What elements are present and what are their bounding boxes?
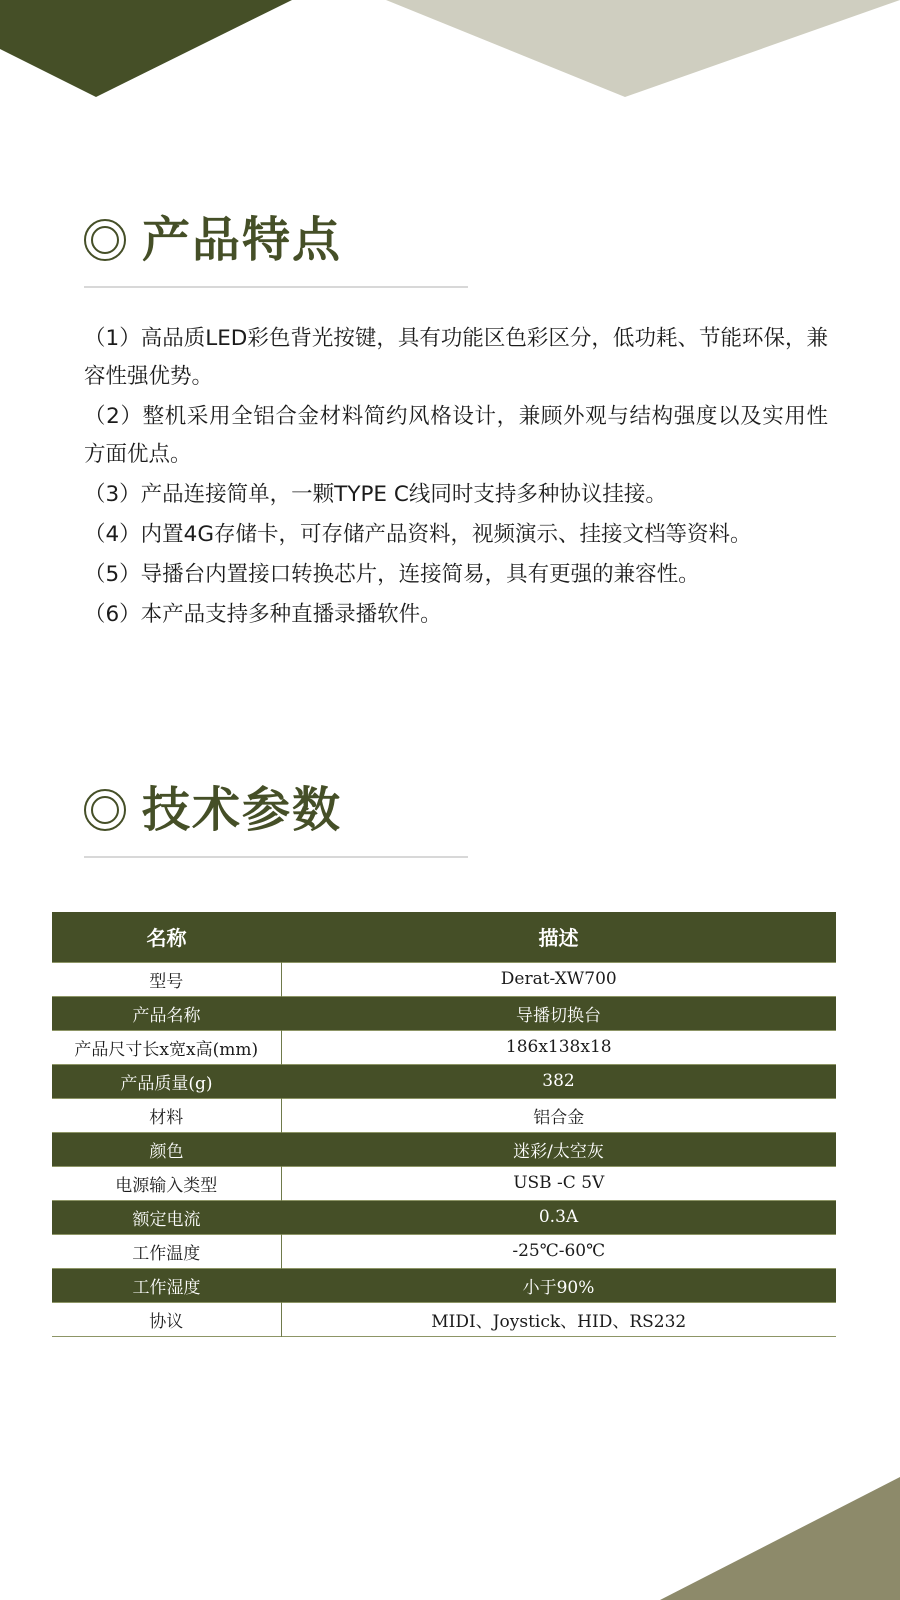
table-row bbox=[52, 1166, 836, 1200]
spec-value: 迷彩/太空灰 bbox=[281, 1132, 836, 1166]
table-row bbox=[52, 1030, 836, 1064]
bottom-right-triangle-shape bbox=[660, 1477, 900, 1600]
spec-name: 额定电流 bbox=[52, 1200, 281, 1234]
section-heading-product-features bbox=[0, 208, 900, 272]
top-left-chevron-shape bbox=[0, 0, 292, 97]
feature-item: （6）本产品支持多种直播录播软件。 bbox=[84, 602, 442, 627]
page-title-tech-specs: 技术参数 bbox=[142, 782, 343, 838]
heading-divider bbox=[84, 856, 468, 858]
spec-name: 协议 bbox=[52, 1302, 281, 1336]
double-ring-icon bbox=[84, 219, 126, 261]
spec-value: 186x138x18 bbox=[281, 1030, 836, 1064]
top-right-chevron-shape bbox=[386, 0, 900, 97]
table-row bbox=[52, 1132, 836, 1166]
spec-name: 材料 bbox=[52, 1098, 281, 1132]
spec-value: -25℃-60℃ bbox=[281, 1234, 836, 1268]
spec-value: 铝合金 bbox=[281, 1098, 836, 1132]
spec-name: 型号 bbox=[52, 962, 281, 996]
double-ring-icon bbox=[84, 789, 126, 831]
spec-name: 工作湿度 bbox=[52, 1268, 281, 1302]
spec-value: 382 bbox=[281, 1064, 836, 1098]
column-header-name: 名称 bbox=[52, 912, 281, 962]
spec-value: MIDI、Joystick、HID、RS232 bbox=[281, 1302, 836, 1336]
spec-name: 产品名称 bbox=[52, 996, 281, 1030]
heading-divider bbox=[84, 286, 468, 288]
spec-value: Derat-XW700 bbox=[281, 962, 836, 996]
table-row bbox=[52, 1200, 836, 1234]
feature-item: （5）导播台内置接口转换芯片，连接简易，具有更强的兼容性。 bbox=[84, 562, 700, 587]
feature-item: （2）整机采用全铝合金材料简约风格设计，兼顾外观与结构强度以及实用性方面优点。 bbox=[84, 404, 828, 467]
page-title-product-features: 产品特点 bbox=[142, 212, 343, 268]
spec-table-body bbox=[52, 962, 836, 1336]
feature-item: （3）产品连接简单，一颗TYPE C线同时支持多种协议挂接。 bbox=[84, 482, 667, 507]
table-row bbox=[52, 962, 836, 996]
table-row bbox=[52, 1268, 836, 1302]
spec-name: 电源输入类型 bbox=[52, 1166, 281, 1200]
table-row bbox=[52, 1302, 836, 1336]
spec-table bbox=[52, 912, 836, 1337]
spec-name: 颜色 bbox=[52, 1132, 281, 1166]
spec-value: USB -C 5V bbox=[281, 1166, 836, 1200]
spec-value: 0.3A bbox=[281, 1200, 836, 1234]
spec-name: 产品尺寸长x宽x高(mm) bbox=[52, 1030, 281, 1064]
feature-list bbox=[0, 320, 900, 634]
feature-item: （1）高品质LED彩色背光按键，具有功能区色彩区分，低功耗、节能环保，兼容性强优势。 bbox=[84, 326, 828, 389]
section-heading-tech-specs bbox=[0, 778, 900, 842]
table-header-row bbox=[52, 912, 836, 962]
spec-name: 工作温度 bbox=[52, 1234, 281, 1268]
table-row bbox=[52, 1098, 836, 1132]
spec-name: 产品质量(g) bbox=[52, 1064, 281, 1098]
table-row bbox=[52, 1234, 836, 1268]
spec-value: 导播切换台 bbox=[281, 996, 836, 1030]
table-row bbox=[52, 1064, 836, 1098]
product-features-section bbox=[0, 208, 900, 636]
table-row bbox=[52, 996, 836, 1030]
feature-item: （4）内置4G存储卡，可存储产品资料，视频演示、挂接文档等资料。 bbox=[84, 522, 752, 547]
column-header-description: 描述 bbox=[281, 912, 836, 962]
tech-spec-section bbox=[0, 778, 900, 858]
spec-value: 小于90% bbox=[281, 1268, 836, 1302]
